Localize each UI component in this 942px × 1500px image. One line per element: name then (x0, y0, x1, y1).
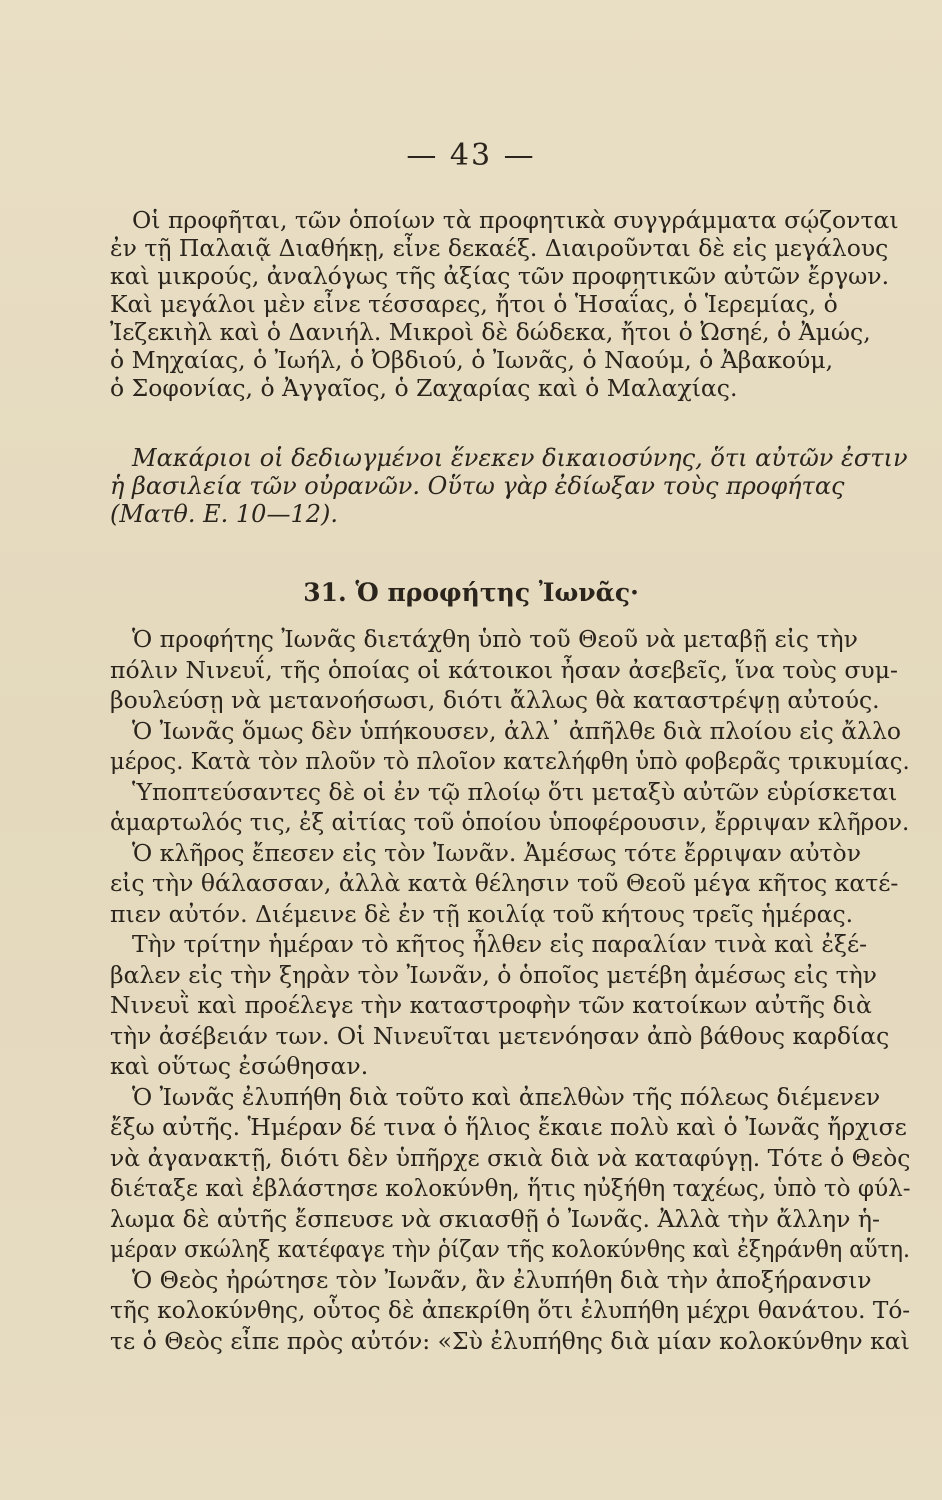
text-line: διέταξε καὶ ἐβλάστησε κολοκύνθη, ἥτις ηὐξήθη ταχέως, ὑπὸ τὸ φύλ- (110, 1174, 911, 1202)
text-line: πόλιν Νινευΐ, τῆς ὁποίας οἱ κάτοικοι ἦσαν ἀσεβεῖς, ἵνα τοὺς συμ- (110, 655, 898, 684)
text-line: Ὁ κλῆρος ἔπεσεν εἰς τὸν Ἰωνᾶν. Ἀμέσως τότε ἔρριψαν αὐτὸν (132, 838, 861, 867)
text-line: Νινευῒ καὶ προέλεγε τὴν καταστροφὴν τῶν κατοίκων αὐτῆς διὰ (110, 991, 872, 1019)
text-line: ἡ βασιλεία τῶν οὐρανῶν. Οὕτω γὰρ ἐδίωξαν τοὺς προφήτας (110, 472, 845, 500)
text-line: καὶ οὕτως ἐσώθησαν. (110, 1052, 369, 1080)
text-line: Ὁ προφήτης Ἰωνᾶς διετάχθη ὑπὸ τοῦ Θεοῦ νὰ μεταβῇ εἰς τὴν (132, 625, 858, 653)
text-line: Μακάριοι οἱ δεδιωγμένοι ἕνεκεν δικαιοσύνης, ὅτι αὐτῶν ἐστιν (132, 444, 908, 472)
page-number: — 43 — (406, 138, 536, 173)
text-line: λωμα δὲ αὐτῆς ἔσπευσε νὰ σκιασθῇ ὁ Ἰωνᾶς. Ἀλλὰ τὴν ἄλλην ἡ- (110, 1204, 880, 1233)
text-line: μέρος. Κατὰ τὸν πλοῦν τὸ πλοῖον κατελήφθη ὑπὸ φοβερᾶς τρικυμίας. (110, 747, 910, 775)
text-line: καὶ μικρούς, ἀναλόγως τῆς ἀξίας τῶν προφητικῶν αὐτῶν ἔργων. (110, 262, 890, 290)
text-line: τῆς κολοκύνθης, οὗτος δὲ ἀπεκρίθη ὅτι ἐλυπήθη μέχρι θανάτου. Τό- (110, 1296, 911, 1324)
text-line: Ὁ Θεὸς ἠρώτησε τὸν Ἰωνᾶν, ἂν ἐλυπήθη διὰ τὴν ἀποξήρανσιν (132, 1265, 872, 1294)
text-line: βαλεν εἰς τὴν ξηρὰν τὸν Ἰωνᾶν, ὁ ὁποῖος μετέβη ἀμέσως εἰς τὴν (110, 960, 877, 989)
text-line: Ὁ Ἰωνᾶς ἐλυπήθη διὰ τοῦτο καὶ ἀπελθὼν τῆς πόλεως διέμενεν (132, 1082, 881, 1111)
intro-paragraph (110, 206, 910, 402)
text-line: ὁ Μηχαίας, ὁ Ἰωήλ, ὁ Ὀβδιού, ὁ Ἰωνᾶς, ὁ Ναούμ, ὁ Ἀβακούμ, (110, 346, 834, 374)
text-line: ἐν τῇ Παλαιᾷ Διαθήκῃ, εἶνε δεκαέξ. Διαιροῦνται δὲ εἰς μεγάλους (110, 234, 889, 262)
text-line: (Ματθ. Ε. 10—12). (110, 500, 338, 528)
body-text (110, 624, 910, 1356)
text-line: Ὑποπτεύσαντες δὲ οἱ ἐν τῷ πλοίῳ ὅτι μεταξὺ αὐτῶν εὑρίσκεται (132, 777, 898, 806)
text-line: Ὁ Ἰωνᾶς ὅμως δὲν ὑπήκουσεν, ἀλλ᾽ ἀπῆλθε διὰ πλοίου εἰς ἄλλο (132, 716, 902, 745)
text-line: νὰ ἀγανακτῇ, διότι δὲν ὑπῆρχε σκιὰ διὰ νὰ καταφύγῃ. Τότε ὁ Θεὸς (110, 1143, 911, 1172)
text-line: τε ὁ Θεὸς εἶπε πρὸς αὐτόν: «Σὺ ἐλυπήθης διὰ μίαν κολοκύνθην καὶ (110, 1326, 910, 1355)
text-line: τὴν ἀσέβειάν των. Οἱ Νινευῖται μετενόησαν ἀπὸ βάθους καρδίας (110, 1021, 890, 1050)
text-line: Καὶ μεγάλοι μὲν εἶνε τέσσαρες, ἤτοι ὁ Ἡσαΐας, ὁ Ἱερεμίας, ὁ (110, 290, 838, 318)
text-line: Ἰεζεκιὴλ καὶ ὁ Δανιήλ. Μικροὶ δὲ δώδεκα, ἤτοι ὁ Ὠσηέ, ὁ Ἀμώς, (110, 318, 871, 346)
text-line: βουλεύσῃ νὰ μετανοήσωσι, διότι ἄλλως θὰ καταστρέψῃ αὐτούς. (110, 686, 880, 714)
scripture-quote (110, 444, 910, 528)
text-line: μέραν σκώληξ κατέφαγε τὴν ῥίζαν τῆς κολοκύνθης καὶ ἐξηράνθη αὕτη. (110, 1235, 911, 1263)
text-line: ὁ Σοφονίας, ὁ Ἀγγαῖος, ὁ Ζαχαρίας καὶ ὁ Μαλαχίας. (110, 374, 738, 402)
text-line: πιεν αὐτόν. Διέμεινε δὲ ἐν τῇ κοιλίᾳ τοῦ κήτους τρεῖς ἡμέρας. (110, 899, 854, 928)
text-line: ἁμαρτωλός τις, ἐξ αἰτίας τοῦ ὁποίου ὑποφέρουσιν, ἔρριψαν κλῆρον. (110, 808, 910, 836)
section-heading: 31. Ὁ προφήτης Ἰωνᾶς· (303, 578, 639, 607)
text-line: Τὴν τρίτην ἡμέραν τὸ κῆτος ἦλθεν εἰς παραλίαν τινὰ καὶ ἐξέ- (132, 930, 868, 958)
text-line: Οἱ προφῆται, τῶν ὁποίων τὰ προφητικὰ συγγράμματα σῴζονται (132, 206, 899, 234)
text-line: ἔξω αὐτῆς. Ἡμέραν δέ τινα ὁ ἥλιος ἔκαιε πολὺ καὶ ὁ Ἰωνᾶς ἤρχισε (110, 1113, 907, 1141)
text-line: εἰς τὴν θάλασσαν, ἀλλὰ κατὰ θέλησιν τοῦ Θεοῦ μέγα κῆτος κατέ- (110, 869, 899, 897)
